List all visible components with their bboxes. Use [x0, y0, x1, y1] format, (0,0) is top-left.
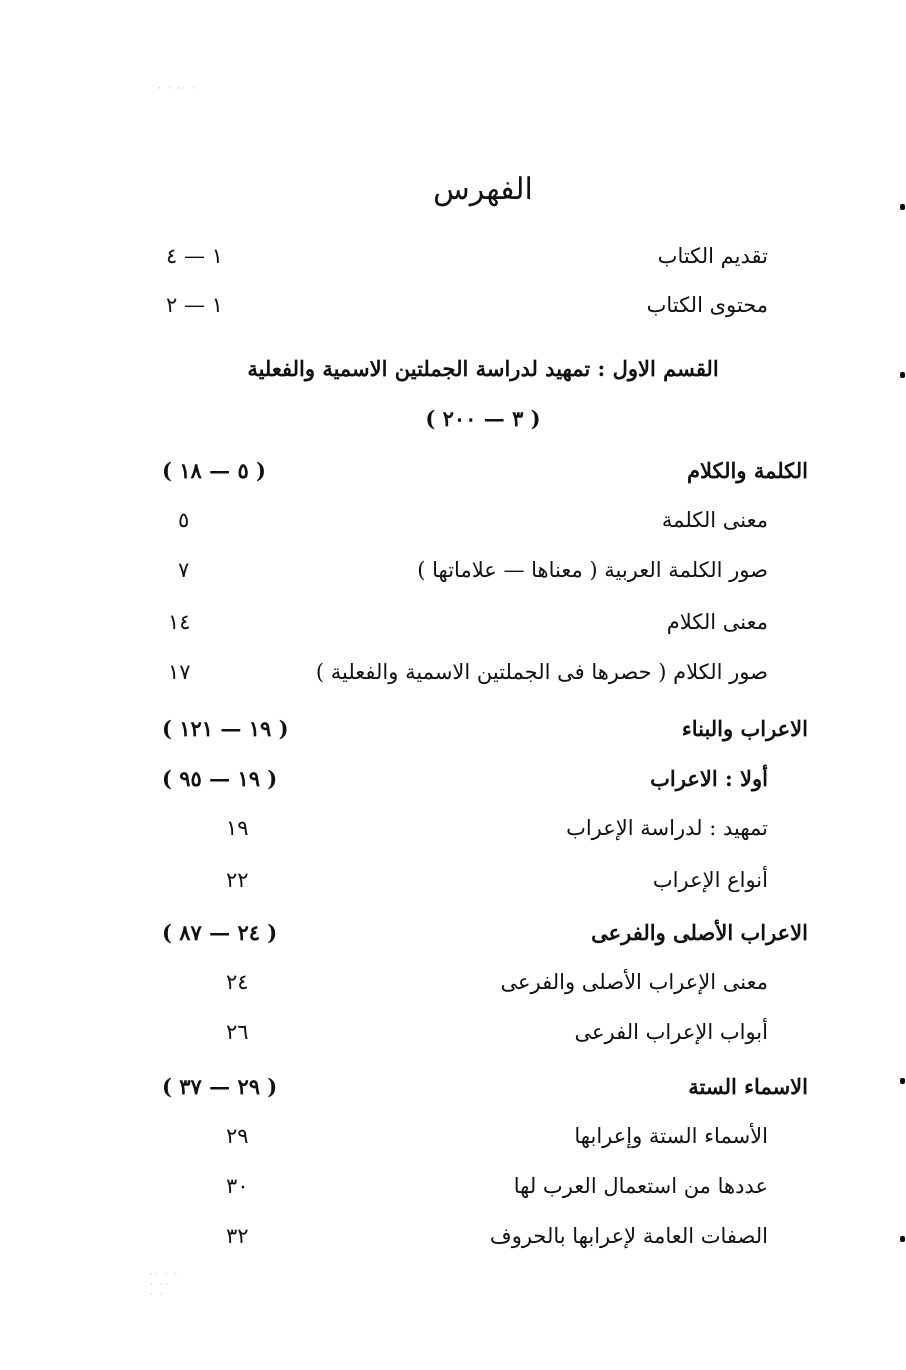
- section-title: أولا : الاعراب: [650, 766, 768, 791]
- section-range: ( ٢٩ — ٣٧ ): [162, 1074, 278, 1099]
- toc-entry-label: معنى الإعراب الأصلى والفرعى: [500, 970, 768, 994]
- toc-section-heading: [140, 716, 820, 756]
- part-heading: القسم الاول : تمهيد لدراسة الجملتين الاسمية والفعلية: [247, 356, 719, 381]
- toc-section-heading: [140, 1074, 820, 1114]
- toc-entry: [140, 868, 820, 908]
- toc-entry-label: أبواب الإعراب الفرعى: [574, 1020, 768, 1044]
- scan-speckle-bottom: ·· · · · ·· · ·: [150, 1270, 180, 1300]
- toc-entry: [140, 508, 820, 548]
- toc-entry: [140, 816, 820, 856]
- toc-entry-page: ١٤: [168, 610, 191, 634]
- toc-entry-label: الأسماء الستة وإعرابها: [574, 1124, 768, 1148]
- section-range: ( ٢٤ — ٨٧ ): [162, 920, 278, 945]
- toc-entry: [140, 970, 820, 1010]
- toc-entry-label: تمهيد : لدراسة الإعراب: [566, 816, 768, 840]
- toc-entry: [140, 558, 820, 598]
- toc-entry-page: ٢٢: [226, 868, 249, 892]
- toc-entry-label: صور الكلمة العربية ( معناها — علاماتها ): [417, 558, 768, 582]
- toc-entry-label: تقديم الكتاب: [657, 244, 768, 268]
- toc-entry-page: ٢٩: [226, 1124, 249, 1148]
- toc-entry: [140, 1124, 820, 1164]
- toc-section-heading: [140, 766, 820, 806]
- toc-entry-page: ٢٦: [226, 1020, 249, 1044]
- section-title: الاعراب الأصلى والفرعى: [591, 920, 808, 945]
- toc-entry-label: عددها من استعمال العرب لها: [513, 1174, 768, 1198]
- toc-entry: [140, 1020, 820, 1060]
- scan-speckle-top: · · ·· ·: [158, 84, 197, 94]
- toc-entry: [140, 610, 820, 650]
- toc-entry-label: أنواع الإعراب: [652, 868, 768, 892]
- toc-entry-pages: ١ — ٤: [166, 244, 223, 268]
- edge-mark: [900, 1236, 905, 1242]
- edge-mark: [900, 1078, 905, 1084]
- toc-section-heading: [140, 458, 820, 498]
- toc-entry-page: ٣٢: [226, 1224, 249, 1248]
- page-title: الفهرس: [433, 172, 533, 207]
- toc-entry: [140, 660, 820, 700]
- toc-entry: [140, 293, 820, 333]
- toc-entry-page: ١٩: [226, 816, 249, 840]
- section-title: الاعراب والبناء: [681, 716, 808, 741]
- section-range: ( ٥ — ١٨ ): [162, 458, 266, 483]
- part-range: ( ٣ — ٢٠٠ ): [425, 406, 541, 431]
- toc-entry: [140, 1174, 820, 1214]
- section-range: ( ١٩ — ٩٥ ): [162, 766, 278, 791]
- toc-entry-page: ١٧: [168, 660, 191, 684]
- toc-entry-label: معنى الكلام: [666, 610, 768, 634]
- toc-entry-label: صور الكلام ( حصرها فى الجملتين الاسمية والفعلية ): [315, 660, 768, 684]
- toc-entry: [140, 244, 820, 284]
- toc-entry-page: ٧: [178, 558, 190, 582]
- toc-entry-page: ٣٠: [226, 1174, 249, 1198]
- toc-entry-page: ٥: [178, 508, 190, 532]
- toc-entry-label: محتوى الكتاب: [646, 293, 768, 317]
- section-title: الاسماء الستة: [688, 1074, 808, 1099]
- toc-section-heading: [140, 920, 820, 960]
- toc-entry-pages: ١ — ٢: [166, 293, 223, 317]
- toc-entry-label: الصفات العامة لإعرابها بالحروف: [489, 1224, 768, 1248]
- section-range: ( ١٩ — ١٢١ ): [162, 716, 289, 741]
- toc-entry-page: ٢٤: [226, 970, 249, 994]
- section-title: الكلمة والكلام: [687, 458, 808, 483]
- toc-entry: [140, 1224, 820, 1264]
- toc-entry-label: معنى الكلمة: [661, 508, 768, 532]
